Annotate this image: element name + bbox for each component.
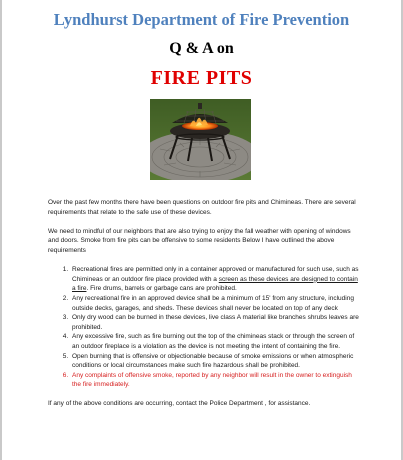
fire-pit-illustration (150, 99, 251, 180)
document-subtitle: Q & A on (169, 40, 234, 57)
requirements-list (48, 265, 360, 390)
footer-note: If any of the above conditions are occurring, contact the Police Department , for assistance. (48, 400, 311, 408)
requirement-item-1 (70, 265, 360, 294)
requirement-1-underlined: screen as these devices are designed to contain a fire (72, 275, 358, 293)
fire-pit-photo (150, 99, 251, 180)
requirement-item-6: 6. Any complaints of offensive smoke, reported by any neighbor will result in the owner to extinguish the fire immediately. (70, 371, 360, 390)
requirement-item-2: 2. Any recreational fire in an approved device shall be a minimum of 15' from any structure, including outside decks, garages, and sheds. These devices shall never be located on top of any deck (70, 294, 360, 313)
document-title: Lyndhurst Department of Fire Prevention (53, 10, 350, 29)
intro-paragraph-1: Over the past few months there have been questions on outdoor fire pits and Chimineas. There are several requirements that relate to the safe use of these devices. (48, 199, 356, 216)
requirement-item-5: 5. Open burning that is offensive or objectionable because of smoke emissions or when atmospheric conditions or local circumstances make such fire hazardous shall be prohibited. (70, 352, 360, 371)
requirement-1-text-b: . Fire drums, barrels or garbage cans are prohibited. (86, 285, 237, 293)
requirement-1-text-a: Recreational fires are permitted only in a container approved or manufactured for such use, such as Chimineas or an outdoor fire place provided with a (72, 266, 359, 283)
intro-paragraph-2: We need to mindful of our neighbors that are also trying to enjoy the fall weather with opening of windows and doors. Smoke from fire pits can be offensive to some residents Below I have outlined the above requirements (48, 227, 351, 254)
document-body (48, 198, 360, 419)
requirement-item-3: 3. Only dry wood can be burned in these devices, live class A material like branches shrubs leaves are prohibited. (70, 313, 360, 332)
document-headline: FIRE PITS (150, 67, 253, 89)
requirement-item-4: 4. Any excessive fire, such as fire burning out the top of the chimineas stack or through the screen of an outdoor fireplace is a violation as the device is not meeting the intent of containing the fire. (70, 332, 360, 351)
